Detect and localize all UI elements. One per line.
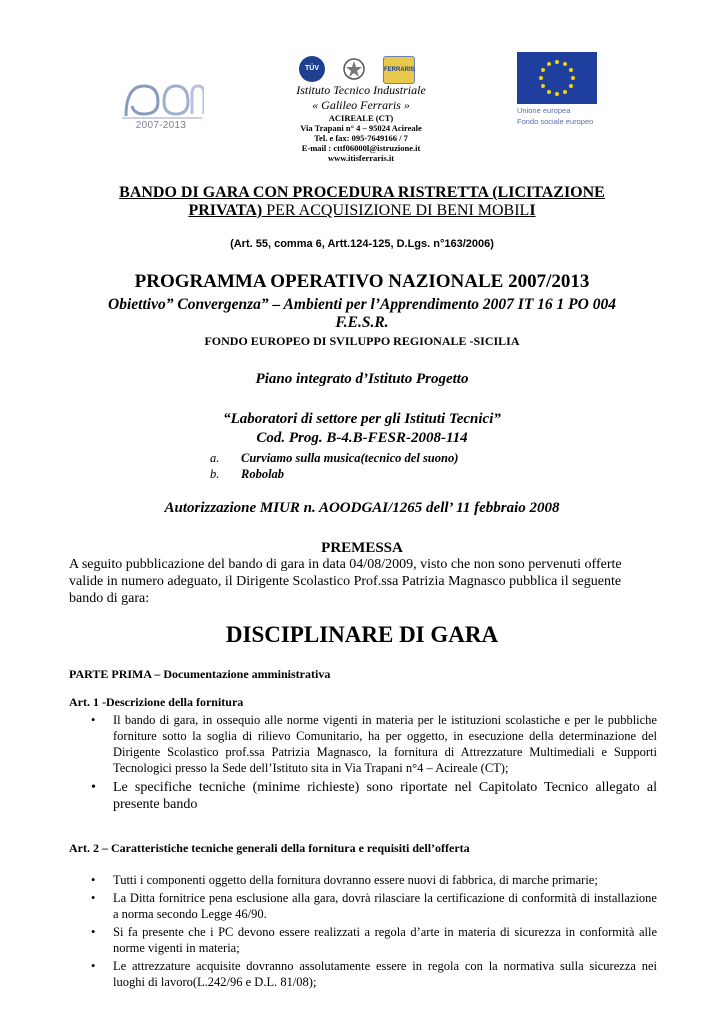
legal-reference: (Art. 55, comma 6, Artt.124-125, D.Lgs. n°163/2006) bbox=[230, 238, 494, 250]
tender-title-part3: PER ACQUISIZIONE DI BENI MOBIL bbox=[262, 202, 530, 219]
fund-name: FONDO EUROPEO DI SVILUPPO REGIONALE -SICILIA bbox=[204, 334, 520, 348]
pon-logo bbox=[118, 76, 204, 138]
partner-logos bbox=[299, 56, 419, 84]
institute-website: www.itisferraris.it bbox=[327, 153, 395, 163]
tender-title-part1: BANDO DI GARA CON PROCEDURA RISTRETTA (LICITAZIONE bbox=[119, 184, 605, 201]
list-item: • La Ditta fornitrice pena esclusione alla gara, dovrà rilasciare la certificazione di conformità di installazione a norma secondo Legge 46/90. bbox=[91, 891, 657, 921]
module-list bbox=[210, 450, 458, 482]
institute-city: ACIREALE (CT) bbox=[328, 113, 394, 123]
bullet-icon: • bbox=[91, 873, 96, 887]
lab-title bbox=[0, 410, 724, 448]
institute-email: E-mail : cttf06000l@istruzione.it bbox=[301, 143, 421, 153]
eu-caption-1: Unione europea bbox=[517, 106, 571, 115]
ferraris-logo: FERRARIS bbox=[383, 56, 415, 84]
part-one-heading: PARTE PRIMA – Documentazione amministrativa bbox=[69, 667, 331, 681]
republic-emblem-icon bbox=[343, 56, 365, 82]
pon-year: 2007-2013 bbox=[135, 120, 187, 131]
project-code: Cod. Prog. B-4.B-FESR-2008-114 bbox=[256, 430, 468, 446]
bullet-icon: • bbox=[91, 891, 96, 905]
bullet-icon: • bbox=[91, 925, 96, 939]
eu-caption-2: Fondo sociale europeo bbox=[517, 117, 594, 126]
list-item: • Tutti i componenti oggetto della fornitura dovranno essere nuovi di fabbrica, di marche primarie; bbox=[91, 873, 598, 887]
bullet-icon: • bbox=[91, 959, 96, 973]
programme-title: PROGRAMMA OPERATIVO NAZIONALE 2007/2013 bbox=[134, 271, 590, 292]
tender-title-part2: PRIVATA) bbox=[188, 202, 263, 219]
art1-heading: Art. 1 -Descrizione della fornitura bbox=[69, 695, 244, 709]
programme-objective bbox=[60, 296, 664, 332]
disciplinare-title: DISCIPLINARE DI GARA bbox=[225, 622, 499, 647]
tuv-logo: TÜV bbox=[299, 56, 325, 82]
institute-name: Istituto Tecnico Industriale bbox=[296, 83, 426, 97]
tender-title-part4: I bbox=[529, 202, 536, 219]
eu-flag-icon bbox=[517, 52, 597, 104]
plan-title: Piano integrato d’Istituto Progetto bbox=[255, 371, 469, 387]
list-item: • Le specifiche tecniche (minime richieste) sono riportate nel Capitolato Tecnico allegato al presente bando bbox=[91, 780, 657, 812]
bullet-icon: • bbox=[91, 780, 96, 795]
eu-logo bbox=[517, 52, 597, 126]
list-item: b. Robolab bbox=[210, 467, 285, 481]
institute-phone: Tel. e fax: 095-7649166 / 7 bbox=[314, 133, 408, 143]
institute-address: Via Trapani n° 4 – 95024 Acireale bbox=[300, 123, 422, 133]
list-item: • Il bando di gara, in ossequio alle norme vigenti in materia per le istituzioni scolastiche e per le pubbliche forniture sotto la soglia di rilievo Comunitario, ha per oggetto, in esecuzione della determinazione del Dirigente Scolastico prof.ssa Patrizia Magnasco, la fornitura di Attrezzature Multimediali e Supporti Tecnologici presso la Sede dell’Istituto sita in Via Trapani n°4 – Acireale (CT); bbox=[91, 713, 657, 775]
premessa-text: A seguito pubblicazione del bando di gara in data 04/08/2009, visto che non sono pervenuti offerte valide in numero adeguato, il Dirigente Scolastico Prof.ssa Patrizia Magnasco pubblica il seguente bando di gara: bbox=[69, 557, 622, 606]
authorization: Autorizzazione MIUR n. AOODGAI/1265 dell’ 11 febbraio 2008 bbox=[164, 500, 560, 516]
list-item: • Si fa presente che i PC devono essere realizzati a regola d’arte in materia di sicurezza in conformità alle norme vigenti in materia; bbox=[91, 925, 657, 955]
premessa-heading: PREMESSA bbox=[321, 540, 403, 556]
list-item: • Le attrezzature acquisite dovranno assolutamente essere in regola con la normativa sulla sicurezza nei luoghi di lavoro(L.242/96 e D.L. 81/08); bbox=[91, 959, 657, 989]
institute-subtitle: « Galileo Ferraris » bbox=[312, 98, 410, 112]
tender-title bbox=[90, 184, 634, 220]
art1-list bbox=[69, 712, 657, 813]
objective-line2: F.E.S.R. bbox=[335, 314, 389, 331]
bullet-icon: • bbox=[91, 713, 96, 727]
letterhead bbox=[0, 0, 724, 170]
art2-list bbox=[69, 872, 657, 992]
list-item: a. Curviamo sulla musica(tecnico del suono) bbox=[210, 451, 459, 465]
institute-info bbox=[255, 83, 467, 163]
objective-line1: Obiettivo” Convergenza” – Ambienti per l’Apprendimento 2007 IT 16 1 PO 004 bbox=[108, 296, 616, 313]
lab-name: “Laboratori di settore per gli Istituti Tecnici” bbox=[223, 411, 501, 427]
art2-heading: Art. 2 – Caratteristiche tecniche generali della fornitura e requisiti dell’offerta bbox=[69, 841, 470, 855]
